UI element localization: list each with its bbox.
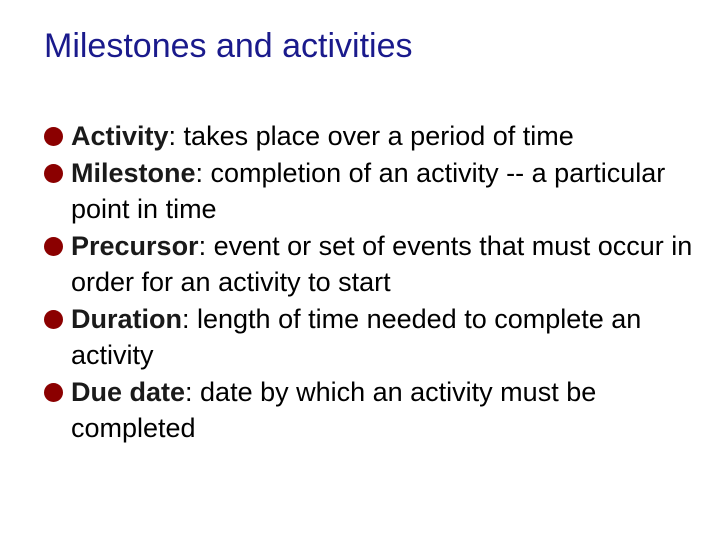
bullet-dot-icon [44, 310, 63, 329]
bullet-dot-icon [44, 127, 63, 146]
bullet-definition: : length of time needed to complete an activity [71, 303, 642, 370]
slide-title: Milestones and activities [44, 27, 413, 65]
bullet-dot-icon [44, 164, 63, 183]
bullet-definition: : takes place over a period of time [168, 121, 574, 151]
bullet-term: Precursor [71, 230, 199, 261]
bullet-item-due-date [44, 374, 694, 447]
bullet-definition: : date by which an activity must be completed [71, 376, 597, 443]
bullet-term: Due date [71, 376, 186, 407]
bullet-item-precursor [44, 228, 694, 301]
bullet-item-milestone [44, 155, 694, 228]
bullet-list [44, 118, 694, 447]
bullet-definition: : event or set of events that must occur in order for an activity to start [71, 230, 693, 297]
bullet-term: Milestone [71, 157, 196, 188]
bullet-item-duration [44, 301, 694, 374]
bullet-dot-icon [44, 237, 63, 256]
bullet-term: Activity [71, 121, 169, 151]
bullet-definition: : completion of an activity -- a particular point in time [71, 157, 666, 224]
bullet-dot-icon [44, 383, 63, 402]
bullet-item-activity [44, 118, 694, 155]
bullet-term: Duration [71, 303, 182, 334]
